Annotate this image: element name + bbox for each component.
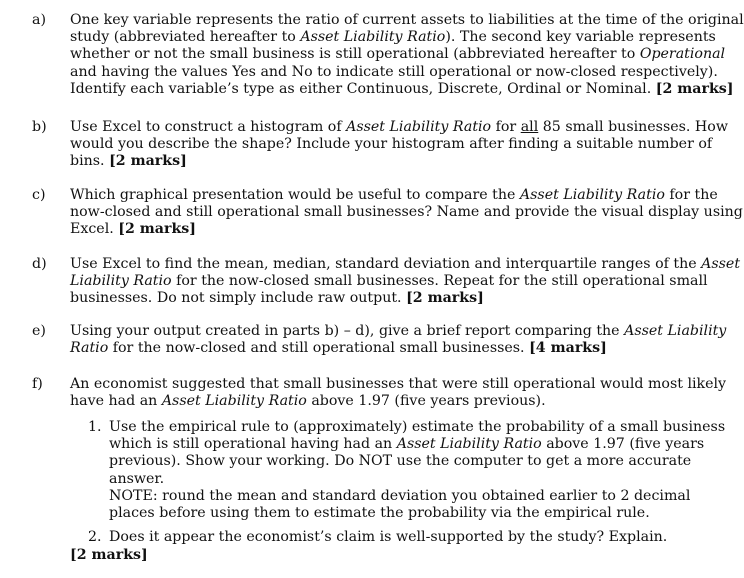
question-c-line-3: Excel. [2 marks] [70,221,196,238]
question-f-line-2: have had an Asset Liability Ratio above 1.97 (five years previous). [70,393,546,410]
question-a-line-2: study (abbreviated hereafter to Asset Liability Ratio). The second key variable represents [70,29,716,46]
question-c-line-1: Which graphical presentation would be useful to compare the Asset Liability Ratio for the [70,187,718,203]
question-d-label: d) [32,256,47,272]
question-a-text [70,12,744,98]
question-b-line-3: bins. [2 marks] [70,153,187,170]
question-f-part-1-line-4: answer. [109,470,165,487]
question-d-line-1: Use Excel to find the mean, median, standard deviation and interquartile ranges of the Asset [70,256,741,272]
question-f-line-1: An economist suggested that small businesses that were still operational would most likely [70,376,727,392]
question-b-marks: [2 marks] [109,153,187,170]
question-b-label: b) [32,119,47,135]
question-a-line-5: Identify each variable’s type as either Continuous, Discrete, Ordinal or Nominal. [2 marks] [70,80,734,97]
question-a-line-4: and having the values Yes and No to indicate still operational or now-closed respectively). [70,63,718,80]
question-f-part-2-line-1: Does it appear the economist’s claim is well-supported by the study? Explain. [109,529,668,545]
question-f-part-1-line-2: which is still operational having had an Asset Liability Ratio above 1.97 (five years [109,436,705,453]
question-b-line-2: would you describe the shape? Include your histogram after finding a suitable number of [70,136,713,153]
question-d-line-2: Liability Ratio for the now-closed small businesses. Repeat for the still operational small [70,273,708,290]
question-f-part-2-text [109,529,667,546]
question-f-part-1-line-3: previous). Show your working. Do NOT use the computer to get a more accurate [109,453,692,470]
question-f-text [70,376,727,410]
question-f-part-2-number: 2. [88,529,102,545]
question-a-line-3: whether or not the small business is still operational (abbreviated hereafter to Operational [70,46,726,63]
question-f-part-1-note-line-1: NOTE: round the mean and standard deviation you obtained earlier to 2 decimal [109,487,691,504]
question-b-line-1: Use Excel to construct a histogram of Asset Liability Ratio for all 85 small businesses. How [70,119,728,135]
question-a-marks: [2 marks] [655,80,734,97]
question-c-text [70,187,743,239]
question-e-marks: [4 marks] [529,340,607,357]
question-c-line-2: now-closed and still operational small businesses? Name and provide the visual display using [70,204,743,221]
question-d-text [70,256,741,308]
question-b-text [70,119,728,171]
question-e-line-2: Ratio for the now-closed and still operational small businesses. [4 marks] [70,340,607,357]
question-d-line-3: businesses. Do not simply include raw output. [2 marks] [70,290,484,307]
question-f-part-1-number: 1. [88,419,102,435]
question-f-label: f) [32,376,43,392]
question-f-marks: [2 marks] [70,547,148,563]
question-f-part-1-text [109,419,725,522]
question-c-label: c) [32,187,46,203]
question-e-text [70,323,727,357]
question-a-label: a) [32,12,46,28]
question-f-part-1-note-line-2: places before using them to estimate the probability via the empirical rule. [109,505,650,522]
question-e-label: e) [32,323,46,339]
question-e-line-1: Using your output created in parts b) – d), give a brief report comparing the Asset Liability [70,323,727,339]
question-a-line-1: One key variable represents the ratio of current assets to liabilities at the time of the original [70,12,744,28]
question-d-marks: [2 marks] [406,290,484,307]
question-f-part-1-line-1: Use the empirical rule to (approximately) estimate the probability of a small business [109,419,726,435]
question-c-marks: [2 marks] [118,221,196,238]
